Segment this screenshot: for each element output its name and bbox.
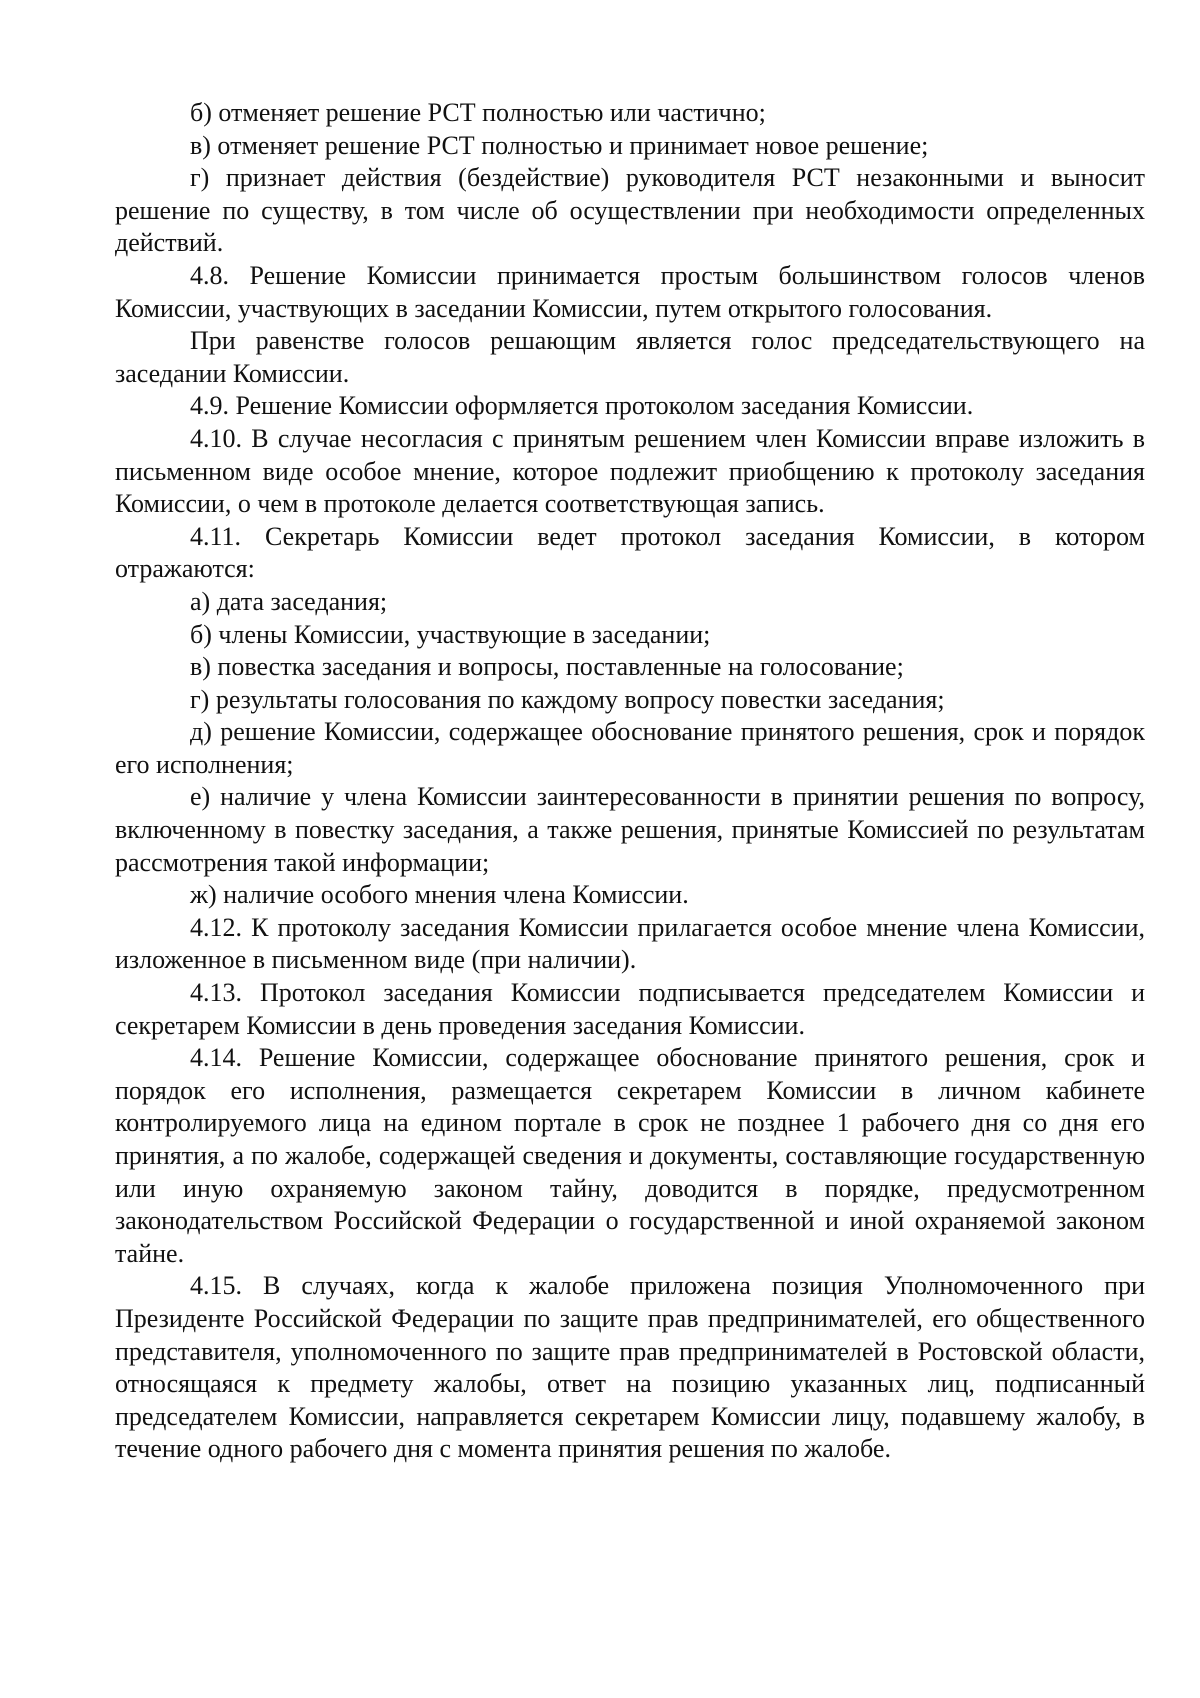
paragraph-item-d-decision: д) решение Комиссии, содержащее обоснование принятого решения, срок и порядок его исполнения; <box>115 717 1145 779</box>
paragraph-4-9: 4.9. Решение Комиссии оформляется протоколом заседания Комиссии. <box>190 391 974 421</box>
paragraph-4-14: 4.14. Решение Комиссии, содержащее обоснование принятого решения, срок и порядок его исполнения, размещается секретарем Комиссии в личном кабинете контролируемого лица на едином портале в срок не позднее 1 рабочего дня со дня его принятия, а по жалобе, содержащей сведения и документы, составляющие государственную или иную охраняемую законом тайну, доводится в порядке, предусмотренном законодательством Российской Федерации о государственной и иной охраняемой законом тайне. <box>115 1043 1145 1268</box>
paragraph-4-12: 4.12. К протоколу заседания Комиссии прилагается особое мнение члена Комиссии, изложенное в письменном виде (при наличии). <box>115 912 1145 975</box>
paragraph-item-g-voting-results: г) результаты голосования по каждому вопросу повестки заседания; <box>190 684 945 714</box>
paragraph-item-b-cancel-partial: б) отменяет решение РСТ полностью или частично; <box>190 98 766 127</box>
paragraph-item-v-cancel-new-decision: в) отменяет решение РСТ полностью и принимает новое решение; <box>190 130 929 160</box>
paragraph-4-15: 4.15. В случаях, когда к жалобе приложена позиция Уполномоченного при Президенте Российской Федерации по защите прав предпринимателей, его общественного представителя, уполномоченного по защите прав предпринимателей в Ростовской области, относящаяся к предмету жалобы, ответ на позицию указанных лиц, подписанный председателем Комиссии, направляется секретарем Комиссии лицу, подавшему жалобу, в течение одного рабочего дня с момента принятия решения по жалобе. <box>115 1271 1145 1464</box>
paragraph-4-8: 4.8. Решение Комиссии принимается простым большинством голосов членов Комиссии, участвующих в заседании Комиссии, путем открытого голосования. <box>115 260 1145 323</box>
document-body <box>115 97 1145 1466</box>
paragraph-4-11: 4.11. Секретарь Комиссии ведет протокол заседания Комиссии, в котором отражаются: <box>115 521 1145 584</box>
paragraph-item-g-unlawful-actions: г) признает действия (бездействие) руководителя РСТ незаконными и выносит решение по существу, в том числе об осуществлении при необходимости определенных действий. <box>115 163 1145 258</box>
paragraph-item-v-agenda: в) повестка заседания и вопросы, поставленные на голосование; <box>190 652 904 682</box>
paragraph-tie-vote: При равенстве голосов решающим является голос председательствующего на заседании Комиссии. <box>115 326 1145 388</box>
paragraph-item-e-interest: е) наличие у члена Комиссии заинтересованности в принятии решения по вопросу, включенному в повестку заседания, а также решения, принятые Комиссией по результатам рассмотрения такой информации; <box>115 782 1145 877</box>
paragraph-item-zh-dissent: ж) наличие особого мнения члена Комиссии. <box>190 880 689 910</box>
paragraph-item-b-members: б) члены Комиссии, участвующие в заседании; <box>190 619 711 649</box>
paragraph-4-10: 4.10. В случае несогласия с принятым решением член Комиссии вправе изложить в письменном виде особое мнение, которое подлежит приобщению к протоколу заседания Комиссии, о чем в протоколе делается соответствующая запись. <box>115 423 1145 519</box>
paragraph-4-13: 4.13. Протокол заседания Комиссии подписывается председателем Комиссии и секретарем Комиссии в день проведения заседания Комиссии. <box>115 978 1145 1040</box>
paragraph-item-a-date: а) дата заседания; <box>190 586 388 616</box>
